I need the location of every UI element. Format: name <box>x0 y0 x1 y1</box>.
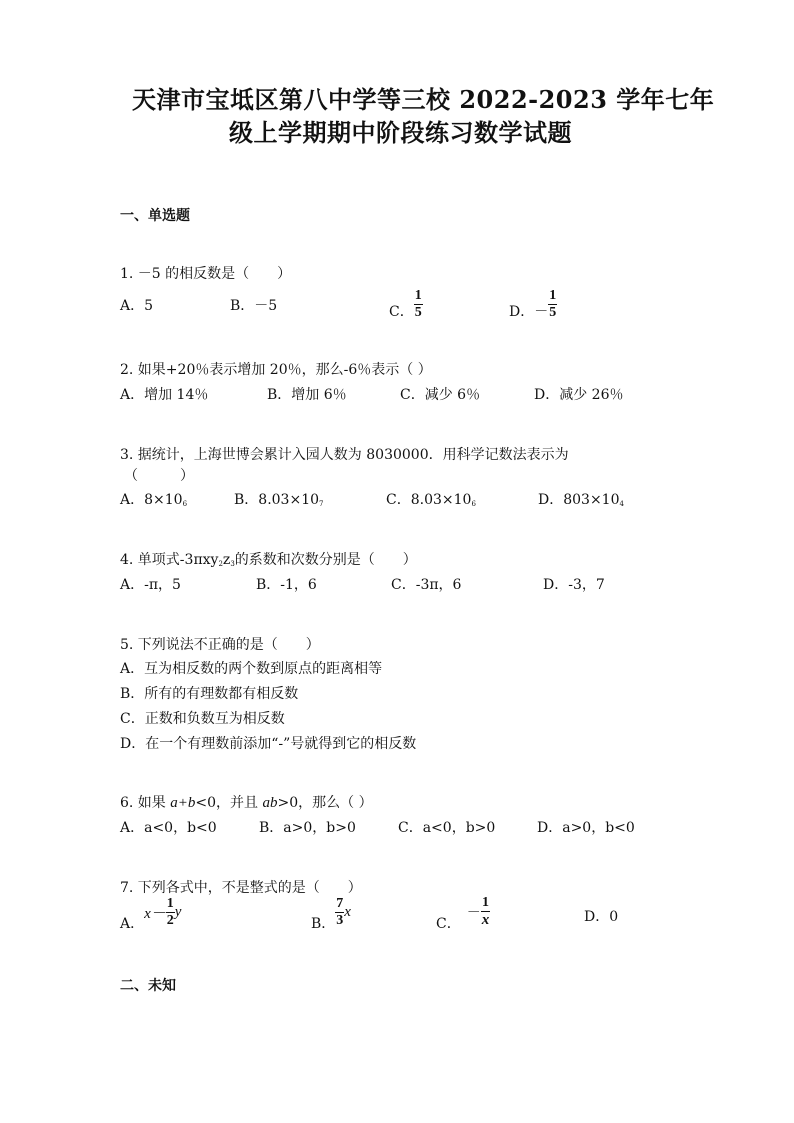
question-1-option-c <box>389 287 423 321</box>
question-7-option-d: D．0 <box>584 909 619 925</box>
stem-text: 的系数和次数分别是（ ） <box>234 552 417 568</box>
stem-text: z <box>222 552 231 568</box>
option-label: A． <box>120 916 145 932</box>
math-expression <box>335 897 351 928</box>
question-5-option-a: A．互为相反数的两个数到原点的距离相等 <box>120 661 383 677</box>
option-text: C．8.03×10 <box>386 492 472 508</box>
question-7-option-c <box>436 895 490 933</box>
section-heading-unknown: 二、未知 <box>120 978 176 994</box>
question-4-option-c: C．-3π，6 <box>391 577 462 593</box>
exponent: 2 <box>218 560 223 568</box>
math-expression <box>461 896 491 928</box>
stem-text: >0，那么（ ） <box>277 795 373 811</box>
question-4-option-d: D．-3，7 <box>543 577 605 593</box>
exponent: 6 <box>471 500 476 508</box>
option-label: C． <box>436 916 461 932</box>
question-2-option-c: C．减少 6％ <box>400 387 481 403</box>
fraction-denominator: 3 <box>336 912 344 928</box>
question-6-option-b: B．a>0，b>0 <box>259 820 356 836</box>
math-expression <box>144 897 181 928</box>
question-6-stem <box>120 792 373 812</box>
math-expression: ab <box>262 795 278 811</box>
question-3-option-a <box>120 489 187 509</box>
question-4-stem <box>120 549 417 569</box>
exponent: 3 <box>230 560 235 568</box>
question-2-option-a: A．增加 14％ <box>120 387 209 403</box>
stem-text: 6. 如果 <box>120 795 171 811</box>
question-4-option-b: B．-1，6 <box>256 577 317 593</box>
math-term: x <box>344 903 351 920</box>
question-7-stem: 7. 下列各式中，不是整式的是（ ） <box>120 880 362 896</box>
fraction-denominator: 2 <box>166 912 174 928</box>
question-3-option-b <box>234 489 323 509</box>
question-5-stem: 5. 下列说法不正确的是（ ） <box>120 637 320 653</box>
question-6-option-c: C．a<0，b>0 <box>398 820 496 836</box>
fraction-denominator: 5 <box>414 304 422 320</box>
question-6-option-a: A．a<0，b<0 <box>120 820 217 836</box>
fraction-numerator: 7 <box>336 895 344 911</box>
exponent: 6 <box>182 500 188 508</box>
fraction-denominator: x <box>481 912 490 928</box>
math-expression: a+b <box>170 795 196 811</box>
question-2-option-d: D．减少 26％ <box>534 387 624 403</box>
fraction-one-half <box>166 897 175 928</box>
option-text: B．8.03×10 <box>234 492 320 508</box>
math-term: x－ <box>144 905 166 922</box>
section-heading-single-choice: 一、单选题 <box>120 208 190 224</box>
stem-text: <0，并且 <box>195 795 263 811</box>
fraction-denominator: 5 <box>549 304 557 320</box>
math-term: y <box>174 903 182 920</box>
fraction-one-fifth <box>548 289 557 320</box>
question-5-option-d: D．在一个有理数前添加“-”号就得到它的相反数 <box>120 736 417 752</box>
question-3-stem-line1: 3. 据统计，上海世博会累计入园人数为 8030000．用科学记数法表示为 <box>120 447 569 463</box>
question-7-option-b <box>311 895 351 933</box>
question-5-option-b: B．所有的有理数都有相反数 <box>120 686 299 702</box>
question-5-option-c: C．正数和负数互为相反数 <box>120 711 285 727</box>
question-3-option-c <box>386 489 476 509</box>
option-text: A．8×10 <box>120 492 183 508</box>
option-label: D．－ <box>509 304 549 320</box>
option-text: D．803×10 <box>538 492 620 508</box>
question-1-option-b: B．－5 <box>230 298 278 314</box>
question-2-stem: 2. 如果+20％表示增加 20％，那么-6％表示（ ） <box>120 362 432 378</box>
exponent: 7 <box>319 500 324 508</box>
math-term: － <box>466 906 481 921</box>
question-3-option-d <box>538 489 624 509</box>
question-1-stem: 1. －5 的相反数是（ ） <box>120 266 292 282</box>
question-3-stem-line2: （ ） <box>124 468 194 484</box>
option-label: B． <box>311 916 336 932</box>
fraction-seven-thirds <box>335 897 344 928</box>
question-1-option-a: A．5 <box>120 298 154 314</box>
fraction-numerator: 1 <box>414 287 422 303</box>
question-4-option-a: A．-π，5 <box>120 577 181 593</box>
page-title-line1: 天津市宝坻区第八中学等三校 2022-2023 学年七年 <box>132 85 715 114</box>
fraction-one-over-x <box>481 896 491 928</box>
option-label: C． <box>389 304 414 320</box>
exponent: 4 <box>619 500 624 508</box>
fraction-one-fifth <box>414 289 423 320</box>
question-2-option-b: B．增加 6％ <box>267 387 347 403</box>
fraction-numerator: 1 <box>166 895 174 911</box>
fraction-numerator: 1 <box>549 287 557 303</box>
page-title-line2: 级上学期期中阶段练习数学试题 <box>229 118 572 147</box>
question-1-option-d <box>509 287 557 321</box>
question-7-option-a <box>120 895 182 933</box>
stem-text: 4. 单项式-3πxy <box>120 552 219 568</box>
fraction-numerator: 1 <box>481 895 489 910</box>
question-6-option-d: D．a>0，b<0 <box>537 820 635 836</box>
